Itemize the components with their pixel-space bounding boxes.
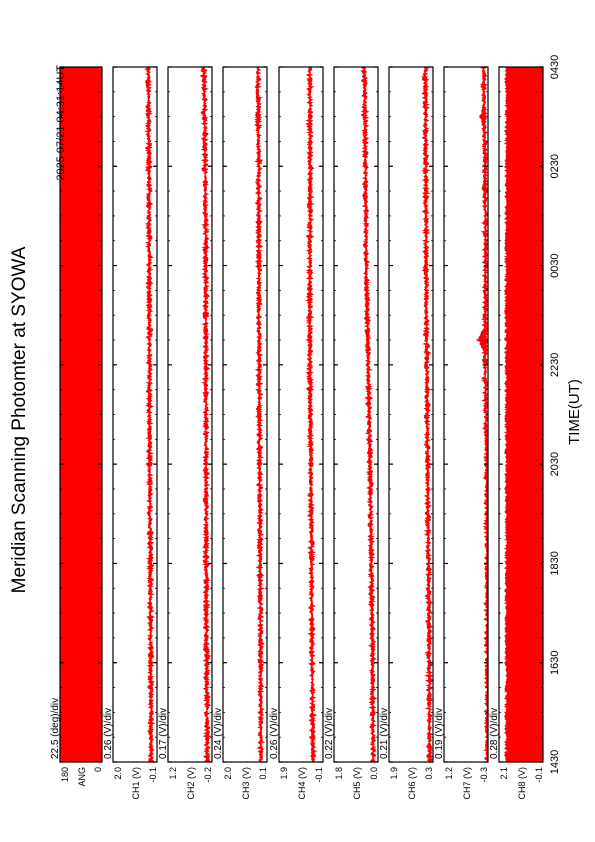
xtick-1630: 1630 <box>549 650 561 675</box>
trace-8 <box>505 67 544 762</box>
scale-label-ANG: 22.5 (deg)/div <box>50 697 61 759</box>
ylabel-8: CH8 (V) <box>517 767 527 800</box>
xtick-1830: 1830 <box>549 551 561 576</box>
panel-8 <box>489 67 544 800</box>
scale-label-3: 0.24 (V)/div <box>213 707 224 759</box>
xtick-1430: 1430 <box>549 749 561 775</box>
ytick-max-4: 1.9 <box>279 767 289 780</box>
ylabel-1: CH1 (V) <box>131 767 141 800</box>
scale-label-6: 0.21 (V)/div <box>379 707 390 759</box>
x-axis-label: TIME(UT) <box>566 379 583 445</box>
panel-7 <box>434 67 489 800</box>
ytick-max-3: 2.0 <box>223 767 233 780</box>
scale-label-1: 0.26 (V)/div <box>103 707 114 759</box>
ytick-max-7: 1.2 <box>444 767 454 780</box>
ytick-max-ANG: 180 <box>60 767 70 783</box>
xtick-0430: 0430 <box>549 54 561 80</box>
ytick-min-6: 0.3 <box>424 767 434 780</box>
trace-2 <box>200 67 211 762</box>
ylabel-3: CH3 (V) <box>241 767 251 800</box>
panel-6 <box>379 67 434 800</box>
panel-2 <box>158 67 213 800</box>
ylabel-4: CH4 (V) <box>297 767 307 800</box>
chart-subtitle: 2025 07/21 04:31:14UT <box>55 65 67 181</box>
ytick-max-2: 1.2 <box>168 767 178 780</box>
ylabel-7: CH7 (V) <box>462 767 472 800</box>
ylabel-5: CH5 (V) <box>352 767 362 800</box>
ytick-max-1: 2.0 <box>113 767 123 780</box>
trace-5 <box>361 67 377 762</box>
xtick-0230: 0230 <box>549 154 561 179</box>
ytick-min-ANG: 0 <box>93 767 103 773</box>
scale-label-5: 0.22 (V)/div <box>324 707 335 759</box>
panel-5 <box>324 67 379 800</box>
ytick-min-3: 0.1 <box>258 767 268 780</box>
trace-3 <box>255 67 265 762</box>
ylabel-2: CH2 (V) <box>186 767 196 800</box>
ytick-max-6: 1.9 <box>389 767 399 780</box>
ylabel-ANG: ANG <box>77 767 87 787</box>
frame-4 <box>279 67 323 762</box>
panel-4 <box>269 67 324 800</box>
scale-label-2: 0.17 (V)/div <box>158 707 169 759</box>
ytick-min-2: -0.2 <box>203 767 213 783</box>
frame-7 <box>444 67 488 762</box>
trace-4 <box>306 67 316 762</box>
panel-1 <box>103 67 158 800</box>
frame-5 <box>334 67 378 762</box>
ytick-max-8: 2.1 <box>499 767 509 780</box>
panel-3 <box>213 67 268 800</box>
xtick-2230: 2230 <box>549 352 561 378</box>
scale-label-7: 0.19 (V)/div <box>434 707 445 759</box>
trace-1 <box>145 67 155 762</box>
ylabel-6: CH6 (V) <box>407 767 417 800</box>
scale-label-4: 0.26 (V)/div <box>269 707 280 759</box>
ytick-min-7: -0.3 <box>479 767 489 783</box>
panels-group <box>50 67 544 800</box>
xtick-2030: 2030 <box>549 451 561 477</box>
ytick-min-5: 0.0 <box>369 767 379 780</box>
scale-label-8: 0.28 (V)/div <box>489 707 500 759</box>
ytick-max-5: 1.8 <box>334 767 344 780</box>
ytick-min-8: -0.1 <box>534 767 544 783</box>
xtick-0030: 0030 <box>549 253 561 278</box>
ytick-min-1: -0.1 <box>148 767 158 783</box>
ytick-min-4: -0.1 <box>314 767 324 783</box>
chart-title: Meridian Scanning Photomter at SYOWA <box>9 246 30 594</box>
